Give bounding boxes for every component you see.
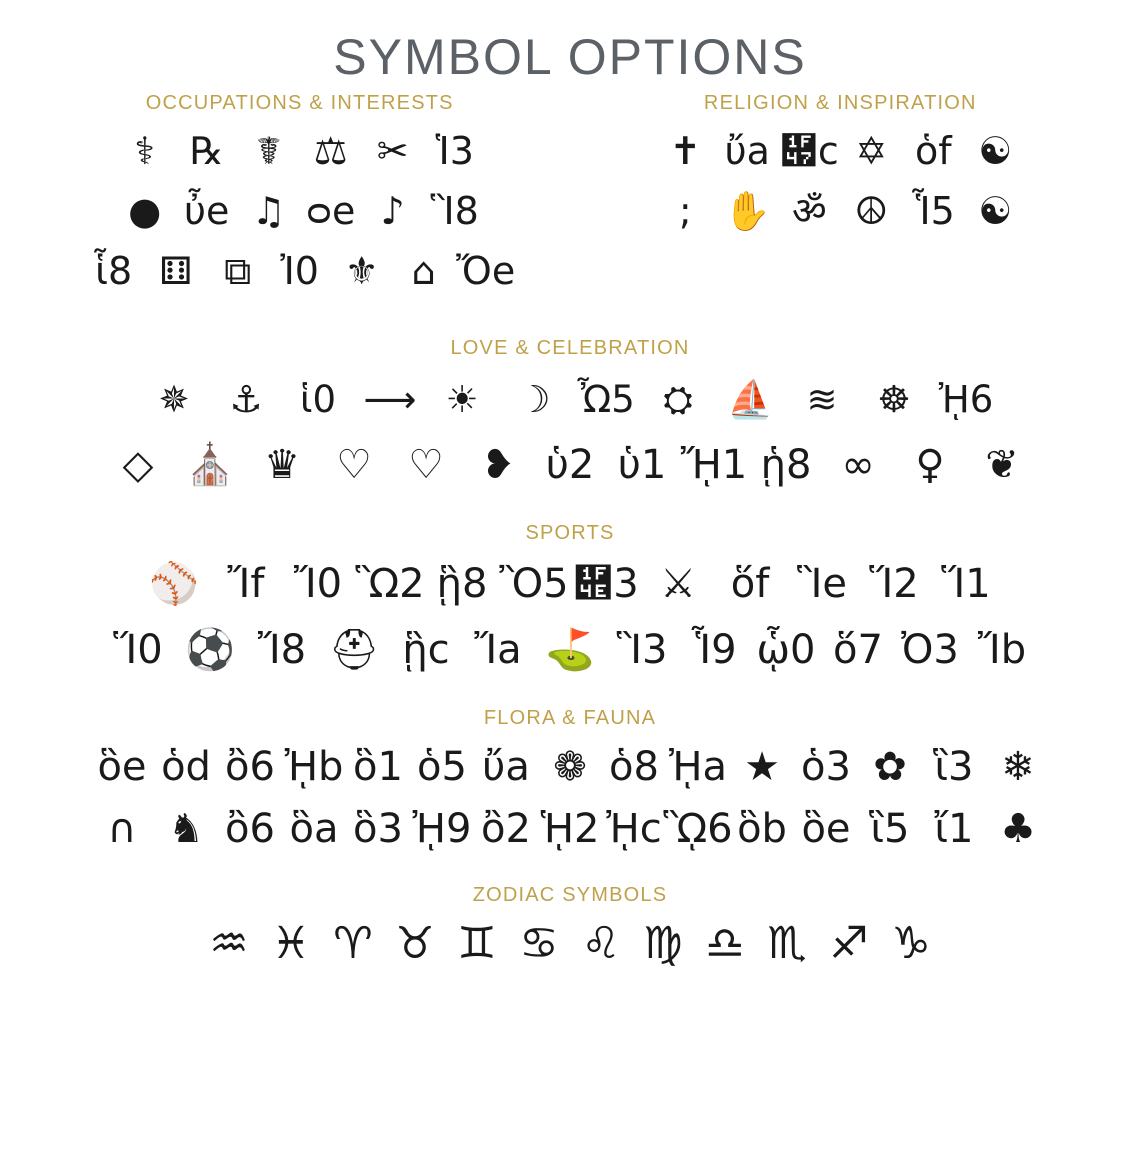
fox-icon[interactable]: ᾘa	[669, 744, 727, 790]
wolf-icon[interactable]: ὃa	[289, 806, 339, 852]
glyph-rows-zodiac	[0, 913, 1140, 975]
heart-lock-icon[interactable]: ὑ2	[545, 442, 595, 488]
glyph-rows-religion	[581, 121, 1100, 241]
paw-print-outline-icon[interactable]: ὃe	[97, 744, 147, 790]
scorpio-icon[interactable]: ♏	[767, 918, 807, 969]
deer-antlers-icon[interactable]: ᾘc	[606, 806, 662, 852]
glyph-row	[0, 551, 1140, 617]
maple-leaf-icon[interactable]: ἴ1	[934, 806, 974, 852]
church-icon[interactable]: ⛪	[185, 442, 235, 488]
dice-icon[interactable]: ⚅	[159, 249, 193, 293]
crescent-moon-icon[interactable]: ☽	[517, 377, 551, 421]
tennis-racket-icon[interactable]: Ἳe	[797, 561, 847, 607]
cactus-icon[interactable]: ἳ5	[870, 806, 910, 852]
hamsa-hand-icon[interactable]: ✋	[723, 189, 771, 233]
glyph-rows-flora	[0, 736, 1140, 860]
sun-icon[interactable]: ☀	[445, 377, 479, 421]
soccer-ball-icon[interactable]: ⚽	[185, 627, 235, 673]
dog-icon[interactable]: ὁ5	[417, 744, 467, 790]
golf-clubs-icon[interactable]: ⛳	[545, 627, 595, 673]
star-of-david-icon[interactable]: ✡	[855, 129, 888, 173]
scales-of-justice-icon[interactable]: ⚖	[313, 129, 348, 173]
bowling-pin-icon[interactable]: Ἳ3	[616, 627, 668, 673]
horseshoe-icon[interactable]: ∩	[107, 806, 137, 852]
awareness-ribbon-icon[interactable]: Ἰ0	[280, 249, 319, 293]
glyph-rows-sports	[0, 551, 1140, 683]
hockey-sticks-icon[interactable]: Ἵ2	[869, 561, 919, 607]
butterfly-icon[interactable]: ᾘb	[284, 744, 344, 790]
tutu-icon[interactable]: ὅ7	[833, 627, 883, 673]
puzzle-piece-icon[interactable]: ⧉	[224, 249, 252, 293]
feather-icon[interactable]: ᾫ6	[663, 806, 733, 852]
capricorn-icon[interactable]: ♑	[891, 918, 931, 969]
whale-icon[interactable]: ὃ3	[353, 806, 403, 852]
symbol-options-page	[0, 28, 1140, 1167]
swimmer-icon[interactable]: Ἴa	[474, 627, 522, 673]
baseball-icon[interactable]: ⚾	[149, 561, 199, 607]
top-two-column-layout	[0, 92, 1140, 311]
cancer-icon[interactable]: ♋	[519, 918, 559, 969]
music-note-icon[interactable]: ♫	[251, 189, 286, 233]
starfish-icon[interactable]: ★	[744, 744, 780, 790]
wrestler-icon[interactable]: ᾓc	[402, 627, 450, 673]
heart-with-arrow-icon[interactable]: ❥	[481, 442, 515, 488]
section-flora	[0, 707, 1140, 860]
ballet-slippers-icon[interactable]: ᾧ0	[756, 627, 816, 673]
guitar-icon[interactable]: Ἳ8	[430, 189, 479, 233]
glyph-row	[0, 366, 1140, 432]
latin-cross-icon[interactable]: ✝	[669, 129, 702, 173]
gemini-icon[interactable]: ♊	[457, 918, 497, 969]
taurus-icon[interactable]: ♉	[395, 918, 435, 969]
angel-wings-icon[interactable]: ὔa	[724, 129, 770, 173]
bow-and-arrow-icon[interactable]: Ἷ9	[691, 627, 737, 673]
hummingbird-icon[interactable]: ὂ6	[225, 806, 275, 852]
infinity-icon[interactable]: ∞	[841, 442, 875, 488]
semicolon-icon[interactable]: ;	[678, 189, 692, 233]
glyph-row	[40, 181, 559, 241]
graduation-cap-icon[interactable]: Ἱ3	[435, 129, 474, 173]
love-hand-sign-icon[interactable]: ᾑ8	[760, 442, 812, 488]
section-occupations	[40, 92, 559, 301]
baseball-bat-icon[interactable]: Ἴf	[227, 561, 265, 607]
heart-outline-icon[interactable]: ♡	[336, 442, 372, 488]
rubber-duck-icon[interactable]: ᾘ6	[938, 377, 994, 421]
stethoscope-icon[interactable]: ⚕	[134, 129, 155, 173]
crown-icon[interactable]: ♛	[264, 442, 300, 488]
dumbbell-icon[interactable]: Ἴb	[977, 627, 1027, 673]
glyph-rows-love	[0, 366, 1140, 498]
buddha-icon[interactable]: ☯	[978, 129, 1013, 173]
pisces-icon[interactable]: ♓	[271, 918, 311, 969]
house-icon[interactable]: ⌂	[411, 249, 436, 293]
lotus-flower-icon[interactable]: Ἷ5	[911, 189, 955, 233]
gymnast-icon[interactable]: ᾓ8	[436, 561, 488, 607]
page-title: SYMBOL OPTIONS	[333, 29, 807, 85]
angel-icon[interactable]: ὇c	[779, 129, 839, 173]
snowflake-icon[interactable]: ❄	[1001, 744, 1035, 790]
anchor-icon[interactable]: ⚓	[229, 377, 263, 421]
pom-poms-icon[interactable]: Ὂ5	[499, 561, 569, 607]
om-icon[interactable]: ॐ	[791, 189, 827, 233]
ships-wheel-icon[interactable]: ☸	[877, 377, 911, 421]
section-sports	[0, 522, 1140, 683]
fleur-de-lis-icon[interactable]: ⚜	[344, 249, 379, 293]
sailboat-icon[interactable]: ⛵	[726, 377, 774, 421]
glyph-row	[0, 617, 1140, 683]
glyph-row	[581, 121, 1100, 181]
dove-icon[interactable]: ὔa	[482, 744, 530, 790]
glyph-row	[0, 798, 1140, 860]
horse-head-icon[interactable]: ♞	[168, 806, 204, 852]
diamond-icon[interactable]: ◇	[122, 442, 154, 488]
section-religion	[581, 92, 1100, 301]
caduceus-icon[interactable]: ☤	[255, 129, 282, 173]
glyph-row	[40, 121, 559, 181]
section-title-religion: RELIGION & INSPIRATION	[703, 92, 977, 114]
ichthys-fish-icon[interactable]: ὁf	[914, 129, 952, 173]
glyph-rows-occupations	[40, 121, 559, 301]
tree-icon[interactable]: ἳ3	[934, 744, 974, 790]
section-title-zodiac: ZODIAC SYMBOLS	[472, 884, 668, 906]
wave-icon[interactable]: ≋	[806, 377, 838, 421]
giraffe-icon[interactable]: ᾙ2	[540, 806, 600, 852]
apple-icon[interactable]: ●	[128, 189, 162, 233]
boat-icon[interactable]: Ὦ5	[577, 377, 635, 421]
bear-icon[interactable]: ὃb	[737, 806, 787, 852]
bee-icon[interactable]: ὁd	[161, 744, 211, 790]
section-title-love: LOVE & CELEBRATION	[450, 337, 690, 359]
flower-icon[interactable]: ✿	[873, 744, 907, 790]
libra-icon[interactable]: ♎	[705, 918, 745, 969]
yin-yang-icon[interactable]: ☯	[978, 189, 1013, 233]
volleyball-icon[interactable]: Ἵ0	[113, 627, 163, 673]
cupcake-icon[interactable]: ᾜ1	[680, 442, 748, 488]
section-zodiac	[0, 884, 1140, 975]
cat-icon[interactable]: ὃ1	[353, 744, 403, 790]
lacrosse-sticks-icon[interactable]: ⚔	[660, 561, 696, 607]
arrow-icon[interactable]: ⟶	[363, 377, 417, 421]
section-title-sports: SPORTS	[525, 522, 615, 544]
treble-clef-icon[interactable]: ᴑe	[306, 189, 356, 233]
virgo-icon[interactable]: ♍	[643, 918, 683, 969]
aries-icon[interactable]: ♈	[333, 918, 373, 969]
mortar-and-pestle-icon[interactable]: ℞	[189, 129, 224, 173]
glyph-row	[581, 181, 1100, 241]
field-hockey-icon[interactable]: Ἵ1	[941, 561, 991, 607]
compass-rose-icon[interactable]: ✵	[158, 377, 190, 421]
sagittarius-icon[interactable]: ♐	[829, 918, 869, 969]
four-leaf-clover-icon[interactable]: ♣	[1000, 806, 1036, 852]
martini-glass-icon[interactable]: ἷ8	[95, 249, 133, 293]
section-title-occupations: OCCUPATIONS & INTERESTS	[145, 92, 454, 114]
scissors-icon[interactable]: ✂	[376, 129, 409, 173]
aquarius-icon[interactable]: ♒	[209, 918, 249, 969]
glyph-row	[40, 241, 559, 301]
basketball-icon[interactable]: Ἴ0	[293, 561, 343, 607]
bird-icon[interactable]: ὂ6	[225, 744, 275, 790]
love-knot-icon[interactable]: ❦	[985, 442, 1019, 488]
section-title-flora: FLORA & FAUNA	[483, 707, 657, 729]
elephant-icon[interactable]: ὁ8	[609, 744, 659, 790]
rooster-icon[interactable]: ὁ3	[801, 744, 851, 790]
safety-pin-icon[interactable]: Ὄe	[456, 249, 516, 293]
football-icon[interactable]: Ἴ8	[257, 627, 307, 673]
winged-shoe-icon[interactable]: ὅf	[730, 561, 770, 607]
section-love	[0, 337, 1140, 498]
glyph-row	[0, 432, 1140, 498]
piano-icon[interactable]: ♪	[380, 189, 405, 233]
dragonfly-icon[interactable]: ❁	[553, 744, 587, 790]
globe-icon[interactable]: ἱ0	[299, 377, 337, 421]
female-symbol-icon[interactable]: ♀	[915, 442, 945, 488]
open-book-icon[interactable]: ὖe	[184, 189, 230, 233]
turtle-icon[interactable]: ὂ2	[481, 806, 531, 852]
megaphone-icon[interactable]: ὎3	[573, 561, 639, 607]
bear-paw-icon[interactable]: ὃe	[801, 806, 851, 852]
glyph-row	[0, 913, 1140, 975]
glyph-row	[0, 736, 1140, 798]
peace-sign-icon[interactable]: ☮	[854, 189, 889, 233]
lighthouse-icon[interactable]: ⛭	[663, 377, 693, 421]
double-hearts-icon[interactable]: ♡	[408, 442, 444, 488]
owl-icon[interactable]: ᾘ9	[412, 806, 472, 852]
key-icon[interactable]: ὑ1	[617, 442, 667, 488]
bicycle-icon[interactable]: Ὣ2	[355, 561, 425, 607]
football-helmet-icon[interactable]: ⛑	[328, 627, 380, 673]
dancer-icon[interactable]: Ὀ3	[901, 627, 959, 673]
leo-icon[interactable]: ♌	[581, 918, 621, 969]
